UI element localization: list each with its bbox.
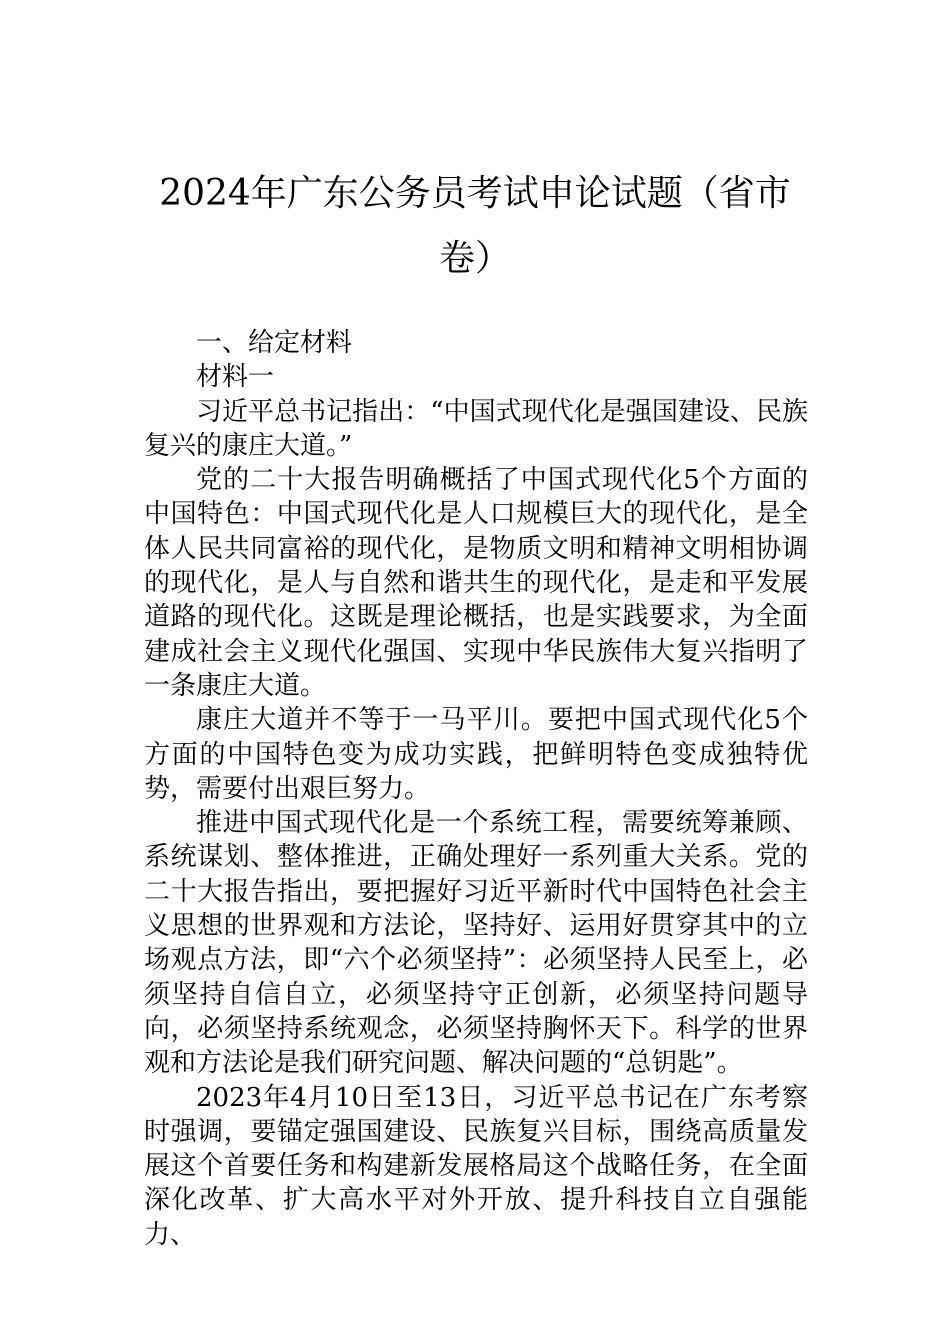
material-heading: 材料一	[196, 362, 275, 393]
paragraph: 习近平总书记指出：“中国式现代化是强国建设、民族复兴的康庄大道。”	[144, 396, 808, 461]
document-title: 2024年广东公务员考试申论试题（省市卷）	[159, 173, 791, 279]
section-heading: 一、给定材料	[196, 328, 353, 358]
paragraph: 推进中国式现代化是一个系统工程，需要统筹兼顾、系统谋划、整体推进，正确处理好一系列重大关系。党的二十大报告指出，要把握好习近平新时代中国特色社会主义思想的世界观和方法论，坚持好、运用好贯穿其中的立场观点方法，即“六个必须坚持”：必须坚持人民至上，必须坚持自信自立，必须坚持守正创新，必须坚持问题导向，必须坚持系统观念，必须坚持胸怀天下。科学的世界观和方法论是我们研究问题、解决问题的“总钥匙”。	[144, 808, 808, 1079]
document-body	[144, 326, 808, 1252]
paragraph: 党的二十大报告明确概括了中国式现代化5个方面的中国特色：中国式现代化是人口规模巨大的现代化，是全体人民共同富裕的现代化，是物质文明和精神文明相协调的现代化，是人与自然和谐共生的现代化，是走和平发展道路的现代化。这既是理论概括，也是实践要求，为全面建成社会主义现代化强国、实现中华民族伟大复兴指明了一条康庄大道。	[144, 465, 808, 701]
paragraph: 康庄大道并不等于一马平川。要把中国式现代化5个方面的中国特色变为成功实践，把鲜明特色变成独特优势，需要付出艰巨努力。	[144, 705, 808, 804]
paragraph: 2023年4月10日至13日，习近平总书记在广东考察时强调，要锚定强国建设、民族复兴目标，围绕高质量发展这个首要任务和构建新发展格局这个战略任务，在全面深化改革、扩大高水平对外开放、提升科技自立自强能力、	[144, 1082, 808, 1250]
